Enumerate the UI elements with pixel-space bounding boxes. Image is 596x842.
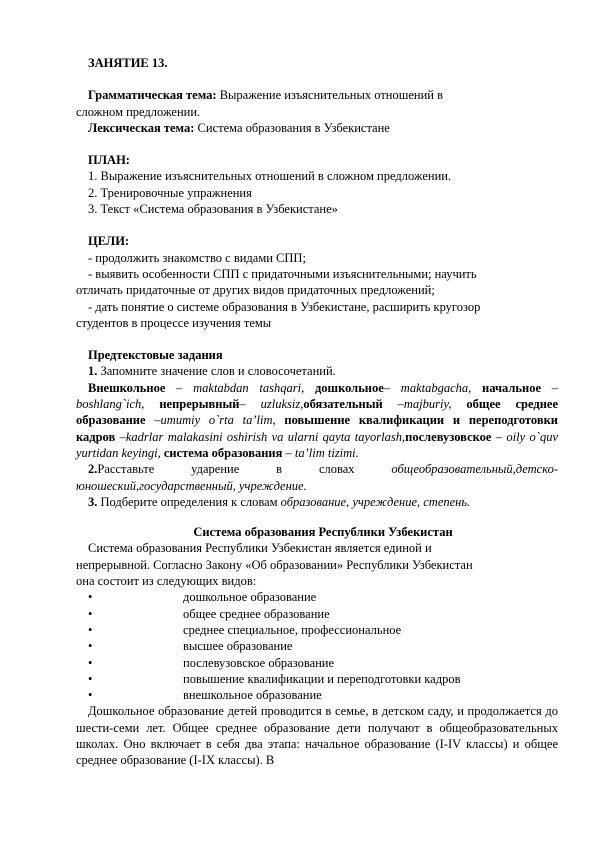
list-item-text: среднее специальное, профессиональное — [183, 622, 402, 637]
task-1-number: 1. — [88, 364, 98, 379]
glossary-term: повышение квалификации и переподготовки кадров — [76, 413, 558, 444]
task-3-number: 3. — [88, 494, 98, 509]
glossary-translation: –kadrlar malakasini oshirish va ularni qayta tayorlash, — [115, 429, 406, 444]
grammar-label: Грамматическая тема: — [88, 88, 217, 103]
list-item — [88, 589, 558, 605]
glossary-term: непрерывный — [159, 397, 240, 412]
goals-heading: ЦЕЛИ: — [88, 234, 130, 249]
glossary-term: обязательный — [303, 397, 383, 412]
glossary-translation: –boshlang`ich, — [76, 380, 558, 412]
task-3-text: Подберите определения к словам — [97, 494, 281, 509]
glossary-term: послевузовское — [405, 429, 492, 444]
intro-line-3: она состоит из следующих видов: — [76, 574, 257, 589]
glossary-translation: – uzluksiz, — [239, 397, 304, 412]
task-2 — [76, 461, 558, 494]
glossary-translation: – ta’lim tizimi. — [282, 445, 359, 460]
intro-line-2: непрерывной. Согласно Закону «Об образовании» Республики Узбекистан — [76, 557, 473, 572]
task-3 — [88, 494, 558, 510]
bullet: • — [88, 671, 93, 686]
bullet: • — [88, 655, 93, 670]
plan-heading: ПЛАН: — [88, 153, 130, 168]
grammar-text: Выражение изъяснительных отношений в — [216, 88, 444, 103]
glossary — [76, 380, 558, 461]
goal-line-5: студентов в процессе изучения темы — [76, 315, 272, 330]
task-2-number: 2. — [88, 462, 98, 477]
intro-line-1: Система образования Республики Узбекистан является единой и — [88, 541, 432, 556]
glossary-term: начальное — [482, 380, 541, 395]
bullet: • — [88, 622, 93, 637]
glossary-translation: – maktabdan tashqari, — [165, 380, 315, 395]
task-2-words: общеобразовательный,детско-юношеский,государственный, учреждение. — [76, 462, 558, 493]
task-3-words: образование, учреждение, степень. — [280, 494, 471, 509]
bullet: • — [88, 606, 93, 621]
goal-line-1: - продолжить знакомство с видами СПП; — [88, 250, 306, 265]
list-item — [88, 606, 558, 622]
goal-line-4: - дать понятие о системе образования в Узбекистане, расширить кругозор — [88, 299, 481, 314]
lexical-text: Система образования в Узбекистане — [194, 120, 390, 135]
list-item-text: послевузовское образование — [183, 655, 335, 670]
plan-item-3: 3. Текст «Система образования в Узбекистане» — [88, 202, 338, 217]
lexical-label: Лексическая тема: — [88, 120, 195, 135]
task-2-text: Расставьте ударение в словах — [97, 462, 392, 477]
task-1 — [88, 363, 558, 379]
lexical-topic — [88, 120, 558, 136]
list-item-text: повышение квалификации и переподготовки кадров — [183, 671, 461, 686]
glossary-term: Внешкольное — [88, 380, 166, 395]
glossary-term: система образования — [163, 445, 283, 460]
glossary-translation: – oily o`quv yurtidan keyingi, — [76, 429, 558, 460]
list-item-text: общее среднее образование — [183, 606, 330, 621]
glossary-term: общее среднее образование — [76, 397, 559, 428]
goal-line-2: - выявить особенности СПП с придаточными изъяснительными; научить — [88, 266, 477, 281]
closing-paragraph — [76, 703, 558, 768]
list-item-text: дошкольное образование — [183, 590, 317, 605]
list-item — [88, 638, 558, 654]
plan-item-2: 2. Тренировочные упражнения — [88, 185, 252, 200]
plan-item-1: 1. Выражение изъяснительных отношений в сложном предложении. — [88, 169, 452, 184]
grammar-topic — [88, 87, 558, 103]
list-item — [88, 655, 558, 671]
goal-line-3: отличать придаточные от других видов придаточных предложений; — [76, 283, 435, 298]
glossary-translation: –majburiy, — [382, 397, 467, 412]
list-item-text: внешкольное образование — [183, 688, 322, 703]
section-title: Система образования Республики Узбекистан — [193, 525, 453, 540]
bullet: • — [88, 688, 93, 703]
pretext-heading: Предтекстовые задания — [88, 348, 223, 363]
lesson-title: ЗАНЯТИЕ 13. — [88, 56, 168, 70]
list-item — [88, 687, 558, 703]
list-item — [88, 671, 558, 687]
glossary-term: дошкольное — [314, 380, 384, 395]
list-item — [88, 622, 558, 638]
education-types-list — [88, 589, 558, 703]
task-1-text: Запомните значение слов и словосочетаний. — [97, 364, 336, 379]
bullet: • — [88, 590, 93, 605]
closing-text: Дошкольное образование детей проводится в семье, в детском саду, и продолжается до шести-семи лет. Общее среднее образование дети получают в общеобразовательных школах. Оно включает в себя два этапа: начальное образование (I-IV классы) и общее среднее образование (I-IX классы). В — [76, 704, 558, 768]
glossary-translation: –umumiy o`rta ta’lim, — [145, 413, 285, 428]
grammar-text-continued: сложном предложении. — [76, 104, 201, 119]
glossary-translation: – maktabgacha, — [383, 380, 483, 395]
list-item-text: высшее образование — [183, 639, 293, 654]
bullet: • — [88, 639, 93, 654]
